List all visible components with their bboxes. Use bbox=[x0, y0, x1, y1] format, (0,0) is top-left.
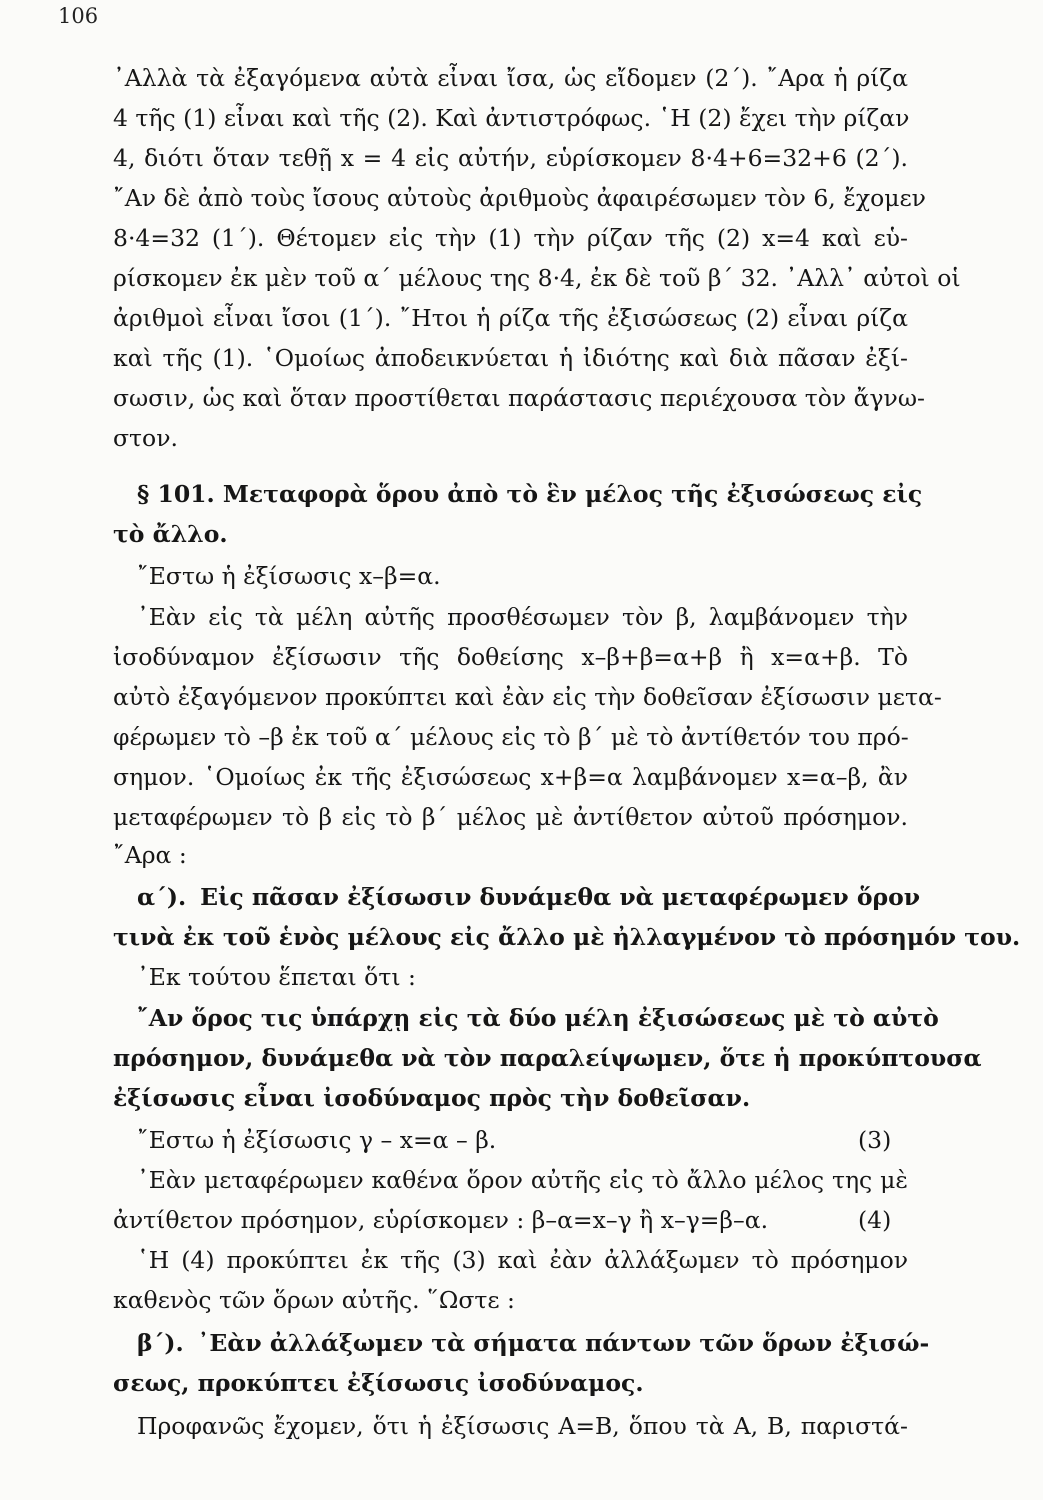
text-line: 4, διότι ὅταν τεθῇ x = 4 εἰς αὐτήν, εὑρίσκομεν 8·4+6=32+6 (2΄). bbox=[113, 144, 908, 172]
rule-b-line: πρόσημον, δυνάμεθα νὰ τὸν παραλείψωμεν, ὅτε ἡ προκύπτουσα bbox=[113, 1044, 982, 1072]
section-title: § 101. Μεταφορὰ ὅρου ἀπὸ τὸ ἓν μέλος τῆς ἐξισώσεως εἰς bbox=[137, 480, 923, 508]
text-line: αὐτὸ ἐξαγόμενον προκύπτει καὶ ἐὰν εἰς τὴν δοθεῖσαν ἐξίσωσιν μετα- bbox=[113, 683, 942, 711]
text-line: ᾿Εὰν εἰς τὰ μέλη αὐτῆς προσθέσωμεν τὸν β, λαμβάνομεν τὴν bbox=[137, 603, 908, 631]
text-line: 4 τῆς (1) εἶναι καὶ τῆς (2). Καὶ ἀντιστρόφως. ῾Η (2) ἔχει τὴν ρίζαν bbox=[113, 104, 910, 132]
text-line: καθενὸς τῶν ὅρων αὐτῆς. ῞Ωστε : bbox=[113, 1286, 515, 1314]
text-line: ᾿Εὰν μεταφέρωμεν καθένα ὅρον αὐτῆς εἰς τὸ ἄλλο μέλος της μὲ bbox=[137, 1166, 908, 1194]
rule-b-line: ῎Αν ὅρος τις ὑπάρχῃ εἰς τὰ δύο μέλη ἐξισώσεως μὲ τὸ αὐτὸ bbox=[137, 1004, 939, 1032]
equation-4-text: ἀντίθετον πρόσημον, εὑρίσκομεν : β–α=x–γ ἢ x–γ=β–α. bbox=[113, 1206, 769, 1234]
text-line: φέρωμεν τὸ –β ἐκ τοῦ α΄ μέλους εἰς τὸ β΄ μὲ τὸ ἀντίθετόν του πρό- bbox=[113, 723, 909, 751]
rule-c-label: β΄). bbox=[137, 1329, 184, 1357]
text-line: στον. bbox=[113, 424, 178, 452]
text-line: ῎Εστω ἡ ἐξίσωσις x–β=α. bbox=[137, 562, 441, 590]
rule-b-line: ἐξίσωσις εἶναι ἰσοδύναμος πρὸς τὴν δοθεῖσαν. bbox=[113, 1084, 751, 1112]
section-title-continued: τὸ ἄλλο. bbox=[113, 520, 228, 548]
equation-3-text: ῎Εστω ἡ ἐξίσωσις γ – x=α – β. bbox=[137, 1126, 497, 1154]
text-line: ᾿Εκ τούτου ἕπεται ὅτι : bbox=[137, 963, 416, 991]
text-line: 8·4=32 (1΄). Θέτομεν εἰς τὴν (1) τὴν ρίζαν τῆς (2) x=4 καὶ εὑ- bbox=[113, 224, 908, 252]
page-number: 106 bbox=[58, 4, 99, 28]
text-line: ῾Η (4) προκύπτει ἐκ τῆς (3) καὶ ἐὰν ἀλλάξωμεν τὸ πρόσημον bbox=[137, 1246, 908, 1274]
text-line: σημον. ῾Ομοίως ἐκ τῆς ἐξισώσεως x+β=α λαμβάνομεν x=α–β, ἂν bbox=[113, 763, 908, 791]
rule-c-text: ᾿Εὰν ἀλλάξωμεν τὰ σήματα πάντων τῶν ὅρων ἐξισώ- bbox=[197, 1329, 930, 1357]
rule-a-text: Εἰς πᾶσαν ἐξίσωσιν δυνάμεθα νὰ μεταφέρωμεν ὅρον bbox=[200, 883, 921, 911]
rule-a-text-2: τινὰ ἐκ τοῦ ἑνὸς μέλους εἰς ἄλλο μὲ ἠλλαγμένον τὸ πρόσημόν του. bbox=[113, 923, 1021, 951]
text-line: Προφανῶς ἔχομεν, ὅτι ἡ ἐξίσωσις Α=Β, ὅπου τὰ Α, Β, παριστά- bbox=[137, 1412, 908, 1440]
rule-c-line bbox=[137, 1323, 930, 1363]
text-line: μεταφέρωμεν τὸ β εἰς τὸ β΄ μέλος μὲ ἀντίθετον αὐτοῦ πρόσημον. bbox=[113, 803, 908, 831]
text-line: ῎Αρα : bbox=[113, 841, 187, 869]
rule-a-line bbox=[137, 877, 921, 917]
rule-c-text-2: σεως, προκύπτει ἐξίσωσις ἰσοδύναμος. bbox=[113, 1369, 644, 1397]
text-line: ἰσοδύναμον ἐξίσωσιν τῆς δοθείσης x–β+β=α+β ἢ x=α+β. Τὸ bbox=[113, 643, 908, 671]
text-line: ρίσκομεν ἐκ μὲν τοῦ α΄ μέλους της 8·4, ἐκ δὲ τοῦ β΄ 32. ᾿Αλλ᾿ αὐτοὶ οἱ bbox=[113, 264, 961, 292]
equation-3-number: (3) bbox=[858, 1126, 892, 1154]
text-line: ᾿Αλλὰ τὰ ἐξαγόμενα αὐτὰ εἶναι ἴσα, ὡς εἴδομεν (2΄). ῎Αρα ἡ ρίζα bbox=[113, 64, 908, 92]
text-line: σωσιν, ὡς καὶ ὅταν προστίθεται παράστασις περιέχουσα τὸν ἄγνω- bbox=[113, 384, 925, 412]
rule-a-label: α΄). bbox=[137, 883, 187, 911]
text-line: ῎Αν δὲ ἀπὸ τοὺς ἴσους αὐτοὺς ἀριθμοὺς ἀφαιρέσωμεν τὸν 6, ἔχομεν bbox=[113, 184, 926, 212]
text-line: ἀριθμοὶ εἶναι ἴσοι (1΄). ῎Ητοι ἡ ρίζα τῆς ἐξισώσεως (2) εἶναι ρίζα bbox=[113, 304, 908, 332]
text-line: καὶ τῆς (1). ῾Ομοίως ἀποδεικνύεται ἡ ἰδιότης καὶ διὰ πᾶσαν ἐξί- bbox=[113, 344, 908, 372]
equation-4-number: (4) bbox=[858, 1206, 892, 1234]
